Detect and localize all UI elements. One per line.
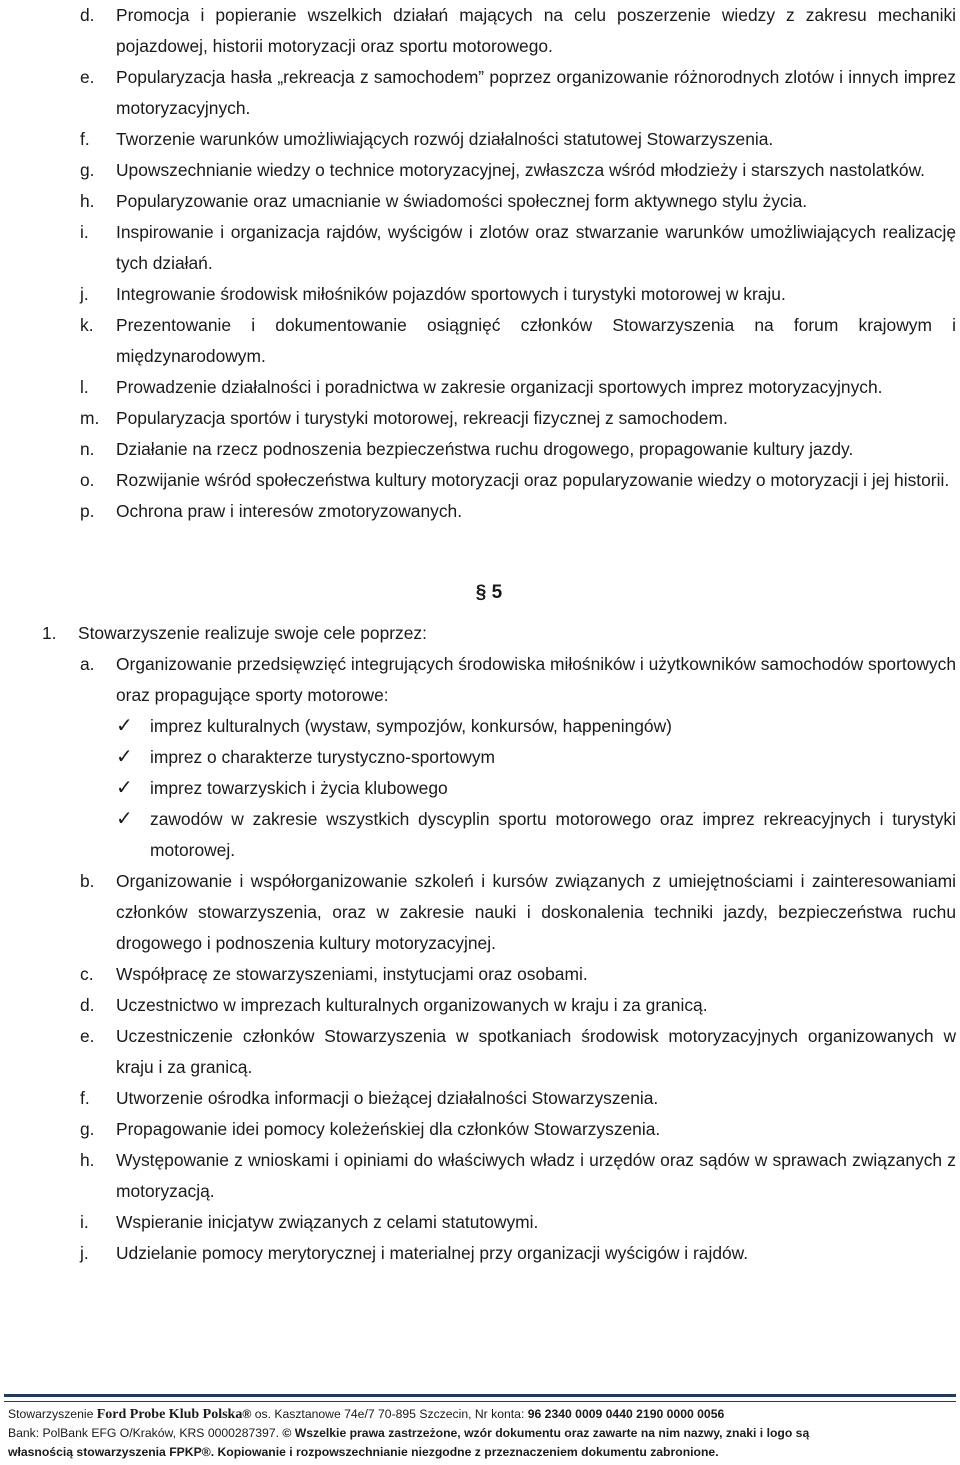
list-item-letter: d. <box>80 995 95 1015</box>
list-item-text: Organizowanie przedsięwzięć integrujących środowiska miłośników i użytkowników samochodów sportowych oraz propagujące sporty motorowe: <box>116 654 956 705</box>
footer-bank: Bank: PolBank EFG O/Kraków, KRS 0000287397. <box>8 1426 283 1440</box>
list-item-letter: j. <box>80 1243 89 1263</box>
list-item <box>0 465 960 496</box>
list-item <box>0 372 960 403</box>
checkmark-item-text: zawodów w zakresie wszystkich dyscyplin sportu motorowego oraz imprez rekreacyjnych i turystyki motorowej. <box>150 809 956 860</box>
list-item <box>0 434 960 465</box>
point-text: Stowarzyszenie realizuje swoje cele poprzez: <box>78 623 427 643</box>
numbered-point <box>0 618 960 649</box>
list-item-text: Ochrona praw i interesów zmotoryzowanych. <box>116 501 463 521</box>
list-item-letter: o. <box>80 470 95 490</box>
list-item-letter: a. <box>80 654 95 674</box>
goals-list <box>0 0 960 527</box>
check-icon: ✓ <box>116 808 133 830</box>
list-item <box>0 124 960 155</box>
checkmark-item <box>0 742 960 773</box>
list-item-text: Integrowanie środowisk miłośników pojazdów sportowych i turystyki motorowej w kraju. <box>116 284 786 304</box>
footer-text <box>0 1402 960 1462</box>
footer-line-2 <box>8 1424 960 1443</box>
checkmark-item-text: imprez towarzyskich i życia klubowego <box>150 778 448 798</box>
list-item <box>0 990 960 1021</box>
list-item-text: Propagowanie idei pomocy koleżeńskiej dla członków Stowarzyszenia. <box>116 1119 661 1139</box>
list-item-letter: c. <box>80 964 94 984</box>
check-icon: ✓ <box>116 746 133 768</box>
list-item-letter: f. <box>80 129 90 149</box>
list-item <box>0 310 960 372</box>
list-item-letter: l. <box>80 377 89 397</box>
list-item <box>0 1114 960 1145</box>
list-item-letter: m. <box>80 408 100 428</box>
footer-address: os. Kasztanowe 74e/7 70-895 Szczecin, Nr konta: <box>251 1407 528 1421</box>
methods-list <box>0 866 960 1269</box>
check-icon: ✓ <box>116 777 133 799</box>
list-item <box>0 496 960 527</box>
footer-divider <box>4 1394 956 1402</box>
list-item <box>0 959 960 990</box>
list-item-text: Udzielanie pomocy merytorycznej i materialnej przy organizacji wyścigów i rajdów. <box>116 1243 749 1263</box>
list-item-text: Utworzenie ośrodka informacji o bieżącej działalności Stowarzyszenia. <box>116 1088 659 1108</box>
list-item-letter: i. <box>80 222 89 242</box>
list-item-text: Prezentowanie i dokumentowanie osiągnięć członków Stowarzyszenia na forum krajowym i międzynarodowym. <box>116 315 956 366</box>
list-item <box>0 866 960 959</box>
list-item-text: Inspirowanie i organizacja rajdów, wyścigów i zlotów oraz stwarzanie warunków umożliwiających realizację tych działań. <box>116 222 956 273</box>
list-item-letter: j. <box>80 284 89 304</box>
list-item <box>0 62 960 124</box>
list-item <box>0 279 960 310</box>
list-item-letter: f. <box>80 1088 90 1108</box>
checkmark-item-text: imprez kulturalnych (wystaw, sympozjów, konkursów, happeningów) <box>150 716 672 736</box>
list-item-text: Występowanie z wnioskami i opiniami do właściwych władz i urzędów oraz sądów w sprawach związanych z motoryzacją. <box>116 1150 956 1201</box>
footer-org-name: Ford Probe Klub Polska <box>96 1407 243 1422</box>
list-item-text: Promocja i popieranie wszelkich działań mających na celu poszerzenie wiedzy z zakresu mechaniki pojazdowej, historii motoryzacji oraz sportu motorowego. <box>116 5 956 56</box>
list-item <box>0 1238 960 1269</box>
list-item-letter: d. <box>80 5 95 25</box>
list-item-text: Uczestnictwo w imprezach kulturalnych organizowanych w kraju i za granicą. <box>116 995 708 1015</box>
list-item-text: Prowadzenie działalności i poradnictwa w zakresie organizacji sportowych imprez motoryzacyjnych. <box>116 377 883 397</box>
list-item <box>0 1145 960 1207</box>
list-item-text: Wspieranie inicjatyw związanych z celami statutowymi. <box>116 1212 539 1232</box>
footer-copyright: © Wszelkie prawa zastrzeżone, wzór dokumentu oraz zawarte na nim nazwy, znaki i logo są <box>282 1426 810 1440</box>
list-item-letter: h. <box>80 191 95 211</box>
list-item <box>0 217 960 279</box>
list-item-text: Popularyzacja hasła „rekreacja z samochodem” poprzez organizowanie różnorodnych zlotów i innych imprez motoryzacyjnych. <box>116 67 956 118</box>
list-item <box>0 155 960 186</box>
checkmark-item <box>0 773 960 804</box>
list-item-letter: n. <box>80 439 95 459</box>
list-item <box>0 1207 960 1238</box>
list-item-letter: g. <box>80 160 95 180</box>
list-item-letter: b. <box>80 871 95 891</box>
checkmark-item <box>0 804 960 866</box>
check-icon: ✓ <box>116 715 133 737</box>
list-item-text: Popularyzacja sportów i turystyki motorowej, rekreacji fizycznej z samochodem. <box>116 408 728 428</box>
checkmark-list <box>0 711 960 866</box>
list-item-text: Tworzenie warunków umożliwiających rozwój działalności statutowej Stowarzyszenia. <box>116 129 774 149</box>
footer-line-1 <box>8 1405 960 1424</box>
list-item-letter: g. <box>80 1119 95 1139</box>
list-item <box>0 0 960 62</box>
list-item-letter: k. <box>80 315 94 335</box>
list-item <box>0 1083 960 1114</box>
page-footer <box>0 1394 960 1462</box>
checkmark-item <box>0 711 960 742</box>
footer-org-prefix: Stowarzyszenie <box>8 1407 97 1421</box>
list-item-letter: e. <box>80 67 95 87</box>
checkmark-item-text: imprez o charakterze turystyczno-sportowym <box>150 747 496 767</box>
list-item-text: Działanie na rzecz podnoszenia bezpieczeństwa ruchu drogowego, propagowanie kultury jazdy. <box>116 439 854 459</box>
list-item <box>0 403 960 434</box>
footer-account-number: 96 2340 0009 0440 2190 0000 0056 <box>527 1407 725 1421</box>
list-item-letter: i. <box>80 1212 89 1232</box>
section-heading: § 5 <box>475 582 503 603</box>
list-item <box>0 1021 960 1083</box>
list-item <box>0 649 960 711</box>
list-item-text: Popularyzowanie oraz umacnianie w świadomości społecznej form aktywnego stylu życia. <box>116 191 808 211</box>
registered-mark: ® <box>242 1407 252 1421</box>
list-item-letter: p. <box>80 501 95 521</box>
list-item-letter: h. <box>80 1150 95 1170</box>
point-number: 1. <box>42 623 57 643</box>
list-item-text: Organizowanie i współorganizowanie szkoleń i kursów związanych z umiejętnościami i zainteresowaniami członków stowarzyszenia, oraz w zakresie nauki i doskonalenia techniki jazdy, bezpieczeństwa ruchu drogowego i podnoszenia kultury motoryzacyjnej. <box>116 871 956 953</box>
list-item <box>0 186 960 217</box>
list-item-letter: e. <box>80 1026 95 1046</box>
list-item-text: Uczestniczenie członków Stowarzyszenia w spotkaniach środowisk motoryzacyjnych organizowanych w kraju i za granicą. <box>116 1026 956 1077</box>
list-item-text: Rozwijanie wśród społeczeństwa kultury motoryzacji oraz popularyzowanie wiedzy o motoryzacji i jej historii. <box>116 470 950 490</box>
list-item-text: Upowszechnianie wiedzy o technice motoryzacyjnej, zwłaszcza wśród młodzieży i starszych nastolatków. <box>116 160 925 180</box>
list-item-text: Współpracę ze stowarzyszeniami, instytucjami oraz osobami. <box>116 964 588 984</box>
footer-line-3: własnością stowarzyszenia FPKP®. Kopiowanie i rozpowszechnianie niezgodne z przeznaczeniem dokumentu zabronione. <box>8 1445 719 1459</box>
